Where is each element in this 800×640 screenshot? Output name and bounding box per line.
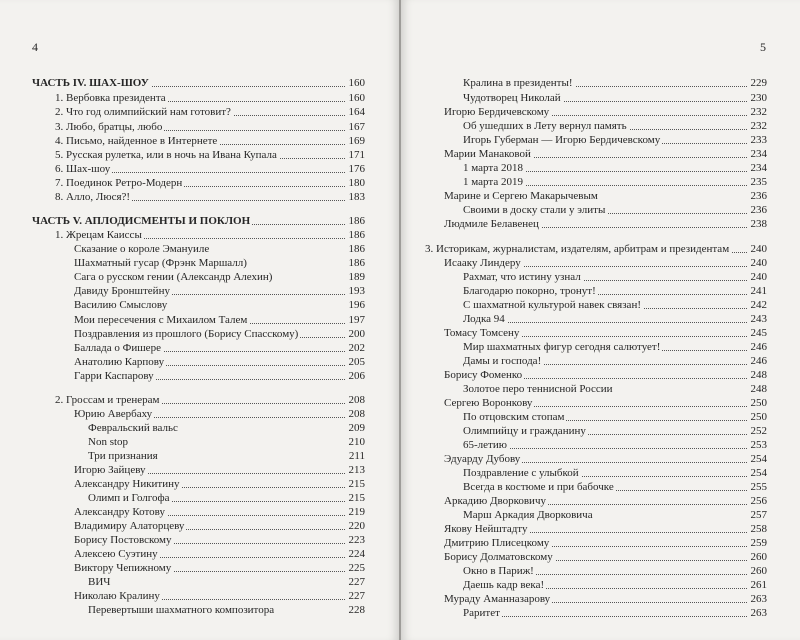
toc-entry-title: Мураду Аманназарову	[444, 593, 551, 605]
toc-page-number: 160	[348, 77, 365, 89]
toc-entry-title: Василию Смыслову	[74, 299, 168, 311]
toc-entry	[444, 368, 767, 382]
toc-entry	[88, 603, 365, 617]
toc-entry-title: Алексею Суэтину	[74, 548, 158, 560]
toc-entry-title: Баллада о Фишере	[74, 342, 161, 354]
toc-entry	[74, 355, 365, 369]
toc-entry-title: Эдуарду Дубову	[444, 453, 521, 465]
toc-page-number: 257	[750, 509, 767, 521]
toc-entry-title: Об ушедших в Лету вернул память	[463, 120, 627, 132]
toc-entry-title: Поздравления из прошлого (Борису Спасскому)	[74, 328, 299, 340]
toc-entry	[74, 561, 365, 575]
toc-entry-title: 3. Историкам, журналистам, издателям, арбитрам и президентам	[425, 243, 730, 255]
toc-entry	[463, 382, 767, 396]
toc-page-number: 171	[348, 149, 365, 161]
toc-page-number: 259	[750, 537, 767, 549]
toc-entry	[463, 161, 767, 175]
toc-entry	[88, 449, 365, 463]
page-number: 4	[32, 40, 38, 54]
toc-entry	[74, 242, 365, 256]
toc-entry	[74, 341, 365, 355]
toc-entry	[74, 505, 365, 519]
toc-entry	[444, 536, 767, 550]
toc-entry-title: 8. Алло, Люся?!	[55, 191, 131, 203]
toc-entry	[444, 592, 767, 606]
toc-entry-title: Поздравление с улыбкой	[463, 467, 579, 479]
toc-page-number: 263	[750, 607, 767, 619]
toc-entry-title: Раритет	[463, 607, 500, 619]
toc-entry	[444, 105, 767, 119]
toc-entry	[88, 575, 365, 589]
toc-page-number: 254	[750, 467, 767, 479]
toc-entry	[444, 147, 767, 161]
toc-entry	[463, 284, 767, 298]
toc-page-number: 186	[348, 229, 365, 241]
toc-entry-title: Всегда в костюме и при бабочке	[463, 481, 614, 493]
toc-entry	[444, 494, 767, 508]
toc-page-number: 229	[750, 77, 767, 89]
toc-entry-title: Кралина в президенты!	[463, 77, 573, 89]
toc-entry	[463, 480, 767, 494]
toc-page-number: 236	[750, 190, 767, 202]
toc-entry-title: Марии Манаковой	[444, 148, 531, 160]
toc-entry-title: ЧАСТЬ IV. ШАХ-ШОУ	[32, 77, 149, 89]
toc-page-number: 234	[750, 148, 767, 160]
toc-entry	[463, 76, 767, 90]
toc-entry-title: По отцовским стопам	[463, 411, 565, 423]
toc-entry	[463, 340, 767, 354]
toc-page-number: 183	[348, 191, 365, 203]
toc-page-number: 236	[750, 204, 767, 216]
toc-page-number: 242	[750, 299, 767, 311]
toc-page-number: 164	[348, 106, 365, 118]
toc-page-number: 253	[750, 439, 767, 451]
toc-entry	[444, 452, 767, 466]
toc-entry	[463, 438, 767, 452]
toc-page-number: 211	[348, 450, 365, 462]
toc-entry-title: ВИЧ	[88, 576, 111, 588]
toc-entry	[463, 203, 767, 217]
toc-entry	[463, 508, 767, 522]
toc-entry-title: 1 марта 2019	[463, 176, 523, 188]
toc-page-number: 208	[348, 394, 365, 406]
toc-entry-title: С шахматной культурой навек связан!	[463, 299, 641, 311]
toc-entry-title: Борису Постовскому	[74, 534, 172, 546]
toc-page-number: 225	[348, 562, 365, 574]
toc-entry	[444, 217, 767, 231]
toc-entry-title: Исааку Линдеру	[444, 257, 521, 269]
toc-entry	[444, 326, 767, 340]
toc-entry	[74, 298, 365, 312]
toc-entry-title: 1. Жрецам Каиссы	[55, 229, 142, 241]
toc-entry-title: Благодарю покорно, тронут!	[463, 285, 596, 297]
toc-page-number: 256	[750, 495, 767, 507]
toc-entry-title: Золотое перо теннисной России	[463, 383, 613, 395]
toc-entry-title: Рахмат, что истину узнал	[463, 271, 581, 283]
toc-page-number: 189	[348, 271, 365, 283]
toc-entry-title: Сказание о короле Эмануиле	[74, 243, 210, 255]
toc-entry-title: Марш Аркадия Дворковича	[463, 509, 593, 521]
toc-entry	[55, 134, 365, 148]
toc-entry	[463, 119, 767, 133]
toc-entry-title: ЧАСТЬ V. АПЛОДИСМЕНТЫ И ПОКЛОН	[32, 215, 251, 227]
toc-entry-title: Гарри Каспарову	[74, 370, 154, 382]
toc-entry-title: Давиду Бронштейну	[74, 285, 170, 297]
toc-page-number: 186	[348, 257, 365, 269]
toc-entry-title: Виктору Чепижному	[74, 562, 172, 574]
toc-page-number: 228	[348, 604, 365, 616]
toc-page-number: 224	[348, 548, 365, 560]
toc-page-number: 209	[348, 422, 365, 434]
toc-entry-title: Борису Долматовскому	[444, 551, 553, 563]
toc-page-number: 238	[750, 218, 767, 230]
toc-entry-title: Окно в Париж!	[463, 565, 534, 577]
toc-entry-title: Томасу Томсену	[444, 327, 520, 339]
toc-page-number: 255	[750, 481, 767, 493]
toc-page-number: 232	[750, 120, 767, 132]
toc-page-number: 210	[348, 436, 365, 448]
toc-entry-title: Александру Котову	[74, 506, 165, 518]
toc-page-number: 206	[348, 370, 365, 382]
toc-page-number: 176	[348, 163, 365, 175]
toc-page-number: 220	[348, 520, 365, 532]
toc-entry-title: 65-летию	[463, 439, 507, 451]
toc-entry-title: Даешь кадр века!	[463, 579, 545, 591]
toc-entry	[444, 396, 767, 410]
toc-entry-title: 3. Любо, братцы, любо	[55, 121, 163, 133]
toc-entry	[55, 190, 365, 204]
toc-page-number: 223	[348, 534, 365, 546]
toc-entry-title: Дамы и господа!	[463, 355, 542, 367]
toc-entry-title: Николаю Кралину	[74, 590, 160, 602]
toc-entry-title: Анатолию Карпову	[74, 356, 165, 368]
toc-entry	[55, 91, 365, 105]
toc-page-number: 180	[348, 177, 365, 189]
toc-page-number: 245	[750, 327, 767, 339]
toc-entry	[74, 533, 365, 547]
toc-entry-title: Сага о русском гении (Александр Алехин)	[74, 271, 273, 283]
toc-entry	[463, 424, 767, 438]
toc-entry-title: Олимп и Голгофа	[88, 492, 170, 504]
toc-entry	[74, 270, 365, 284]
toc-entry	[55, 105, 365, 119]
toc-entry-title: 1 марта 2018	[463, 162, 523, 174]
toc-entry	[444, 256, 767, 270]
toc-entry	[55, 148, 365, 162]
toc-entry	[74, 327, 365, 341]
right-page	[401, 0, 800, 640]
toc-page-number: 248	[750, 369, 767, 381]
toc-page-number: 215	[348, 478, 365, 490]
toc-entry	[463, 91, 767, 105]
toc-page-number: 240	[750, 257, 767, 269]
toc-page-number: 230	[750, 92, 767, 104]
toc-page-number: 167	[348, 121, 365, 133]
toc-entry-title: Борису Фоменко	[444, 369, 523, 381]
left-page	[0, 0, 399, 640]
toc-page-number: 196	[348, 299, 365, 311]
toc-entry	[74, 463, 365, 477]
toc-page-number: 169	[348, 135, 365, 147]
toc-entry	[55, 176, 365, 190]
toc-entry	[88, 491, 365, 505]
toc-entry	[74, 547, 365, 561]
toc-page-number: 240	[750, 271, 767, 283]
toc-page-number: 186	[348, 215, 365, 227]
toc-page-number: 234	[750, 162, 767, 174]
toc-page-number: 243	[750, 313, 767, 325]
toc-entry	[425, 242, 767, 256]
toc-page-number: 227	[348, 590, 365, 602]
toc-entry	[463, 270, 767, 284]
toc-entry	[444, 550, 767, 564]
toc-entry-title: Александру Никитину	[74, 478, 180, 490]
toc-entry	[463, 578, 767, 592]
toc-entry	[74, 284, 365, 298]
toc-entry	[444, 522, 767, 536]
toc-page-number: 160	[348, 92, 365, 104]
toc-page-number: 215	[348, 492, 365, 504]
toc-entry	[74, 519, 365, 533]
toc-entry-title: 1. Вербовка президента	[55, 92, 166, 104]
toc-page-number: 241	[750, 285, 767, 297]
toc-entry	[88, 421, 365, 435]
toc-page-number: 252	[750, 425, 767, 437]
toc-entry-title: Non stop	[88, 436, 129, 448]
toc-page-number: 254	[750, 453, 767, 465]
toc-entry	[463, 564, 767, 578]
toc-entry-title: 2. Что год олимпийский нам готовит?	[55, 106, 231, 118]
toc-entry-title: Перевертыши шахматного композитора	[88, 604, 275, 616]
toc-page-number: 250	[750, 397, 767, 409]
toc-entry-title: Людмиле Белавенец	[444, 218, 539, 230]
toc-entry-title: Марине и Сергею Макарычевым	[444, 190, 598, 202]
toc-entry	[55, 393, 365, 407]
toc-entry-title: Игорю Бердичевскому	[444, 106, 550, 118]
toc-page-number: 219	[348, 506, 365, 518]
toc-entry-title: 6. Шах-шоу	[55, 163, 111, 175]
toc-entry-title: Сергею Воронкову	[444, 397, 533, 409]
toc-entry	[463, 175, 767, 189]
toc-page-number: 260	[750, 551, 767, 563]
toc-entry-title: Юрию Авербаху	[74, 408, 153, 420]
toc-page-number: 235	[750, 176, 767, 188]
toc-entry-title: Якову Нейштадту	[444, 523, 528, 535]
toc-entry	[444, 189, 767, 203]
toc-entry-title: Шахматный гусар (Фрэнк Маршалл)	[74, 257, 247, 269]
toc-entry	[88, 435, 365, 449]
toc-page-number: 246	[750, 355, 767, 367]
toc-entry	[74, 369, 365, 383]
toc-entry-title: 5. Русская рулетка, или в ночь на Ивана Купала	[55, 149, 277, 161]
toc-page-number: 200	[348, 328, 365, 340]
toc-entry-title: Февральский вальс	[88, 422, 178, 434]
toc-entry	[463, 410, 767, 424]
toc-page-number: 258	[750, 523, 767, 535]
toc-entry-title: Мои пересечения с Михаилом Талем	[74, 314, 248, 326]
toc-part-heading	[32, 214, 365, 228]
toc-entry-title: 7. Поединок Ретро-Модерн	[55, 177, 183, 189]
toc-page-number: 240	[750, 243, 767, 255]
toc-entry	[463, 466, 767, 480]
toc-entry-title: Три признания	[88, 450, 158, 462]
toc-entry	[74, 313, 365, 327]
toc-page-number: 186	[348, 243, 365, 255]
toc-entry-title: Владимиру Алаторцеву	[74, 520, 185, 532]
toc-entry-title: Лодка 94	[463, 313, 505, 325]
toc-entry	[74, 407, 365, 421]
toc-page-number: 250	[750, 411, 767, 423]
toc-entry	[463, 312, 767, 326]
toc-entry	[74, 589, 365, 603]
toc-page-number: 208	[348, 408, 365, 420]
toc-page-number: 261	[750, 579, 767, 591]
toc-page-number: 205	[348, 356, 365, 368]
toc-entry	[74, 256, 365, 270]
toc-entry-title: Игорь Губерман — Игорю Бердичевскому	[463, 134, 661, 146]
toc-entry	[463, 354, 767, 368]
toc-page-number: 197	[348, 314, 365, 326]
toc-page-number: 232	[750, 106, 767, 118]
toc-page-number: 260	[750, 565, 767, 577]
page-number: 5	[760, 40, 766, 54]
toc-page-number: 248	[750, 383, 767, 395]
toc-page-number: 246	[750, 341, 767, 353]
toc-page-number: 227	[348, 576, 365, 588]
toc-entry-title: Дмитрию Плисецкому	[444, 537, 550, 549]
toc-entry-title: 4. Письмо, найденное в Интернете	[55, 135, 218, 147]
toc-entry-title: Чудотворец Николай	[463, 92, 561, 104]
toc-page-number: 213	[348, 464, 365, 476]
toc-page-number: 193	[348, 285, 365, 297]
toc-page-number: 233	[750, 134, 767, 146]
toc-entry	[463, 298, 767, 312]
toc-entry-title: Своими в доску стали у элиты	[463, 204, 606, 216]
toc-entry	[55, 120, 365, 134]
toc-page-number: 263	[750, 593, 767, 605]
toc-entry-title: Мир шахматных фигур сегодня салютует!	[463, 341, 661, 353]
toc-entry-title: Аркадию Дворковичу	[444, 495, 546, 507]
toc-entry	[463, 133, 767, 147]
toc-part-heading	[32, 76, 365, 90]
toc-entry	[74, 477, 365, 491]
toc-entry	[55, 162, 365, 176]
toc-page-number: 202	[348, 342, 365, 354]
toc-entry-title: Олимпийцу и гражданину	[463, 425, 586, 437]
toc-entry-title: 2. Гроссам и тренерам	[55, 394, 160, 406]
toc-entry-title: Игорю Зайцеву	[74, 464, 146, 476]
toc-entry	[463, 606, 767, 620]
toc-entry	[55, 228, 365, 242]
